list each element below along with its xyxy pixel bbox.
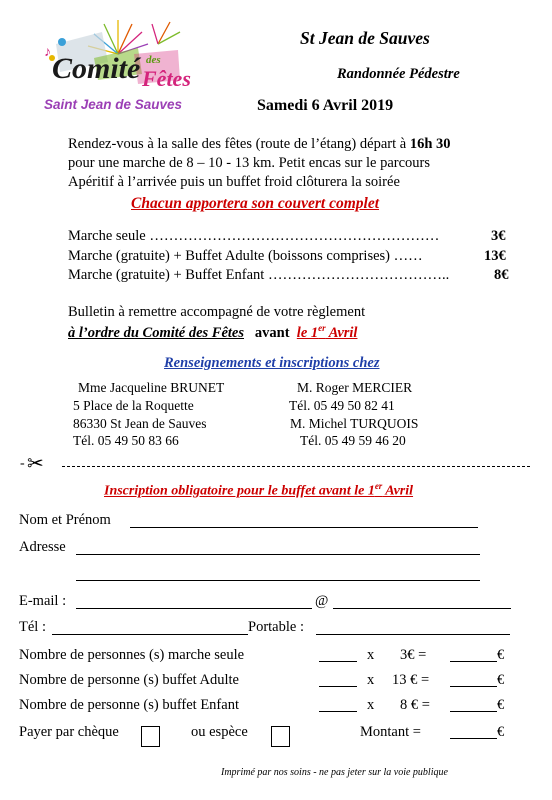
name-field[interactable] — [130, 527, 478, 528]
qty-times-walk: x — [367, 647, 375, 663]
price-value-2: 13€ — [484, 248, 506, 264]
price-value-3: 8€ — [494, 267, 509, 283]
price-label-2: Marche (gratuite) + Buffet Adulte (boissons comprises) …… — [68, 248, 423, 264]
svg-text:♪: ♪ — [44, 45, 51, 60]
event-date: Samedi 6 Avril 2019 — [257, 97, 394, 114]
total-field[interactable] — [450, 738, 497, 739]
total-label: Montant = — [360, 724, 421, 740]
qty-times-child: x — [367, 697, 375, 713]
contact-right-3: M. Michel TURQUOIS — [290, 416, 419, 431]
qty-field-walk[interactable] — [319, 661, 357, 662]
intro-line-1 — [68, 136, 451, 153]
qty-total-child[interactable] — [450, 711, 497, 712]
contacts-heading: Renseignements et inscriptions chez — [164, 355, 380, 371]
email-field-user[interactable] — [76, 608, 312, 609]
start-time: 16h 30 — [409, 136, 451, 152]
total-euro: € — [497, 724, 505, 740]
price-label-1: Marche seule …………………………………………………… — [68, 228, 440, 244]
qty-euro-child: € — [497, 697, 505, 713]
form-notice: Inscription obligatoire pour le buffet avant le 1er Avril — [104, 481, 414, 499]
intro-text: Rendez-vous à la salle des fêtes (route de l’étang) départ à — [68, 136, 410, 152]
logo-word-fetes: Fêtes — [142, 66, 191, 91]
cut-line — [62, 466, 530, 467]
tel-label: Tél : — [19, 619, 46, 635]
price-label-3: Marche (gratuite) + Buffet Enfant ……………………………….. — [68, 267, 450, 283]
before-word: avant — [254, 324, 290, 341]
pay-cheque-label: Payer par chèque — [19, 724, 119, 740]
contact-right-1: M. Roger MERCIER — [297, 380, 413, 395]
qty-field-child[interactable] — [319, 711, 357, 712]
intro-line-3: Apéritif à l’arrivée puis un buffet froid clôturera la soirée — [68, 174, 400, 190]
logo-word-des: des — [146, 54, 161, 66]
qty-unit-child: 8 € = — [400, 697, 430, 713]
notice-cutlery: Chacun apportera son couvert complet — [131, 195, 380, 212]
footer-note: Imprimé par nos soins - ne pas jeter sur la voie publique — [221, 767, 448, 778]
pay-cheque-checkbox[interactable] — [141, 726, 160, 747]
email-at: @ — [315, 593, 329, 609]
town-title: St Jean de Sauves — [300, 28, 430, 48]
qty-label-walk: Nombre de personnes (s) marche seule — [19, 647, 245, 663]
contact-left-2: 5 Place de la Roquette — [73, 398, 194, 413]
price-value-1: 3€ — [491, 228, 506, 244]
contact-left-3: 86330 St Jean de Sauves — [73, 416, 207, 431]
address-label: Adresse — [19, 539, 66, 555]
email-label: E-mail : — [19, 593, 67, 609]
address-field-1[interactable] — [76, 554, 480, 555]
name-label: Nom et Prénom — [19, 512, 111, 528]
contact-right-4: Tél. 05 49 59 46 20 — [300, 433, 406, 448]
qty-total-adult[interactable] — [450, 686, 497, 687]
tel-field[interactable] — [52, 634, 248, 635]
bulletin-order-line — [68, 323, 357, 342]
mobile-field[interactable] — [316, 634, 510, 635]
event-title: Randonnée Pédestre — [337, 66, 460, 82]
qty-euro-walk: € — [497, 647, 505, 663]
logo-subtitle: Saint Jean de Sauves — [44, 97, 183, 112]
pay-cash-checkbox[interactable] — [271, 726, 290, 747]
qty-label-child: Nombre de personne (s) buffet Enfant — [19, 697, 239, 713]
qty-unit-adult: 13 € = — [392, 672, 430, 688]
contact-right-2: Tél. 05 49 50 82 41 — [289, 398, 395, 413]
payee: à l’ordre du Comité des Fêtes — [68, 324, 245, 341]
cut-dash: - — [20, 456, 25, 471]
pay-cash-label: ou espèce — [191, 724, 248, 740]
qty-total-walk[interactable] — [450, 661, 497, 662]
email-field-domain[interactable] — [333, 608, 511, 609]
address-field-2[interactable] — [76, 580, 480, 581]
qty-field-adult[interactable] — [319, 686, 357, 687]
qty-times-adult: x — [367, 672, 375, 688]
intro-line-2: pour une marche de 8 – 10 - 13 km. Petit encas sur le parcours — [68, 155, 430, 171]
contact-left-4: Tél. 05 49 50 83 66 — [73, 433, 179, 448]
contact-left-1: Mme Jacqueline BRUNET — [78, 380, 225, 395]
bulletin-line: Bulletin à remettre accompagné de votre règlement — [68, 304, 366, 320]
logo-word-comite: Comité — [52, 52, 141, 85]
mobile-label: Portable : — [248, 619, 304, 635]
scissors-icon: ✂ — [27, 451, 44, 475]
qty-unit-walk: 3€ = — [400, 647, 427, 663]
qty-euro-adult: € — [497, 672, 505, 688]
qty-label-adult: Nombre de personne (s) buffet Adulte — [19, 672, 239, 688]
deadline: le 1er Avril — [296, 323, 358, 341]
